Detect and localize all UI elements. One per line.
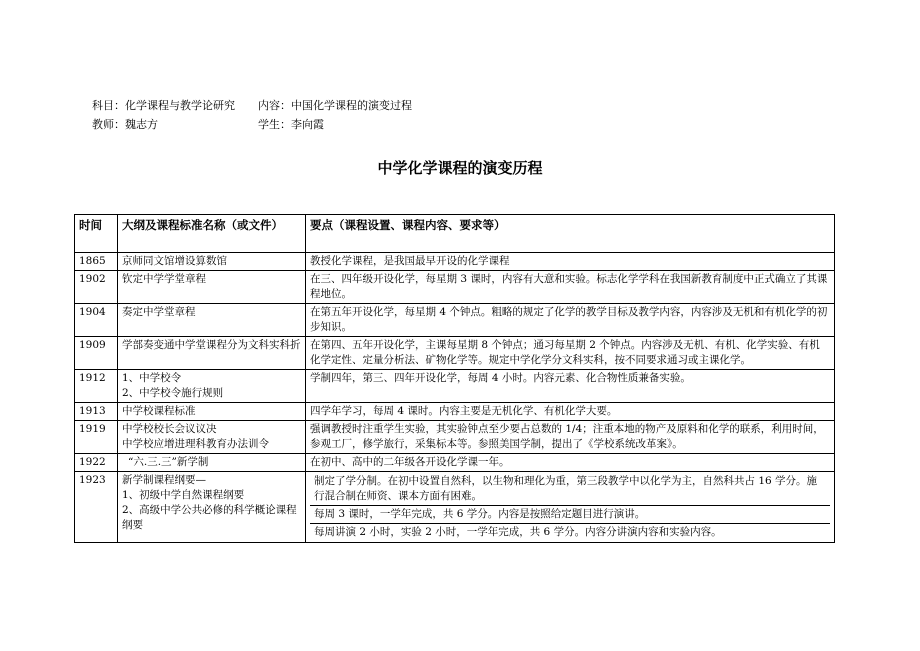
- student-label: 学生：李向霞: [258, 118, 324, 131]
- points-text: 在初中、高中的二年级各开设化学课一年。: [310, 456, 510, 468]
- points-cell: [306, 337, 835, 370]
- points-text: 学制四年，第三、四年开设化学，每周 4 小时。内容元素、化合物性质兼备实验。: [310, 372, 691, 384]
- name-cell: [118, 337, 306, 370]
- name-line: 中学校应增进理科教育办法训令: [122, 438, 269, 450]
- column-header-points: 要点（课程设置、课程内容、要求等）: [306, 215, 835, 253]
- name-line: 新学制课程纲要—: [122, 474, 206, 486]
- table-row: [75, 454, 835, 472]
- year-cell: 1902: [75, 271, 118, 304]
- year-cell: 1922: [75, 454, 118, 472]
- points-text: 在三、四年级开设化学，每星期 3 课时，内容有大意和实验。标志化学学科在我国新教育制度中正式确立了其课程地位。: [310, 273, 828, 300]
- points-cell: [306, 370, 835, 403]
- name-line: 1、中学校令: [122, 372, 182, 384]
- points-text: 在第四、五年开设化学，主课每星期 8 个钟点；通习每星期 2 个钟点。内容涉及无机、有机、化学实验、有机化学定性、定量分析法、矿物化学等。规定中学化学分文科实科，按不同要求通习或主课化学。: [310, 339, 820, 366]
- name-line: 钦定中学学堂章程: [122, 273, 206, 285]
- points-cell: [306, 472, 835, 543]
- name-cell: [118, 421, 306, 454]
- points-cell: [306, 304, 835, 337]
- content-label: 内容：中国化学课程的演变过程: [258, 99, 412, 112]
- name-cell: [118, 454, 306, 472]
- points-cell: [306, 253, 835, 271]
- column-header-name: 大纲及课程标准名称（或文件）: [118, 215, 306, 253]
- name-cell: [118, 370, 306, 403]
- points-text: 四学年学习，每周 4 课时。内容主要是无机化学、有机化学大要。: [310, 405, 618, 417]
- year-cell: 1912: [75, 370, 118, 403]
- name-line: 学部奏变通中学堂课程分为文科实科折: [122, 339, 301, 351]
- column-header-year: 时间: [75, 215, 118, 253]
- points-cell: [306, 271, 835, 304]
- curriculum-table: [74, 214, 835, 543]
- table-row: [75, 403, 835, 421]
- table-row: [75, 472, 835, 543]
- name-line: 2、中学校令施行规则: [122, 387, 224, 399]
- points-text: 强调教授时注重学生实验，其实验钟点至少要占总数的 1/4；注重本地的物产及原料和化学的联系，利用时间，参观工厂，修学旅行，采集标本等。参照美国学制，提出了《学校系统改革案》。: [310, 423, 824, 450]
- points-text: 制定了学分制。在初中设置自然科，以生物和理化为重，第三段教学中以化学为主，自然科共占 16 学分。施行混合制在师资、课本方面有困难。: [310, 473, 830, 506]
- subject-label: 科目：化学课程与教学论研究: [92, 99, 235, 112]
- name-line: 中学校校长会议议决: [122, 423, 217, 435]
- year-cell: 1909: [75, 337, 118, 370]
- table-row: [75, 253, 835, 271]
- year-cell: 1913: [75, 403, 118, 421]
- name-line: 1、初级中学自然课程纲要: [122, 489, 245, 501]
- points-text: 在第五年开设化学，每星期 4 个钟点。粗略的规定了化学的教学目标及教学内容，内容涉及无机和有机化学的初步知识。: [310, 306, 828, 333]
- year-cell: 1865: [75, 253, 118, 271]
- table-row: [75, 421, 835, 454]
- name-cell: [118, 271, 306, 304]
- year-cell: 1919: [75, 421, 118, 454]
- name-cell: [118, 472, 306, 543]
- name-line: 奏定中学堂章程: [122, 306, 196, 318]
- name-cell: [118, 253, 306, 271]
- table-row: [75, 304, 835, 337]
- year-cell: 1904: [75, 304, 118, 337]
- table-row: [75, 337, 835, 370]
- name-cell: [118, 403, 306, 421]
- name-line: 京师同文馆增设算数馆: [122, 255, 227, 267]
- teacher-label: 教师：魏志方: [92, 118, 158, 131]
- table-header-row: [75, 215, 835, 253]
- points-text: 每周讲演 2 小时，实验 2 小时，一学年完成，共 6 学分。内容分讲演内容和实验内容。: [310, 523, 830, 541]
- points-cell: [306, 403, 835, 421]
- points-cell: [306, 421, 835, 454]
- document-title: 中学化学课程的演变历程: [377, 159, 543, 177]
- points-text: 教授化学课程，是我国最早开设的化学课程: [310, 255, 510, 267]
- table-row: [75, 271, 835, 304]
- points-cell: [306, 454, 835, 472]
- name-line: 中学校课程标准: [122, 405, 196, 417]
- year-cell: 1923: [75, 472, 118, 543]
- name-line: “六.三.三”新学制: [128, 456, 209, 468]
- points-text: 每周 3 课时，一学年完成，共 6 学分。内容是按照给定题目进行演讲。: [314, 508, 646, 520]
- name-line: 2、高级中学公共必修的科学概论课程纲要: [122, 504, 297, 531]
- name-cell: [118, 304, 306, 337]
- table-row: [75, 370, 835, 403]
